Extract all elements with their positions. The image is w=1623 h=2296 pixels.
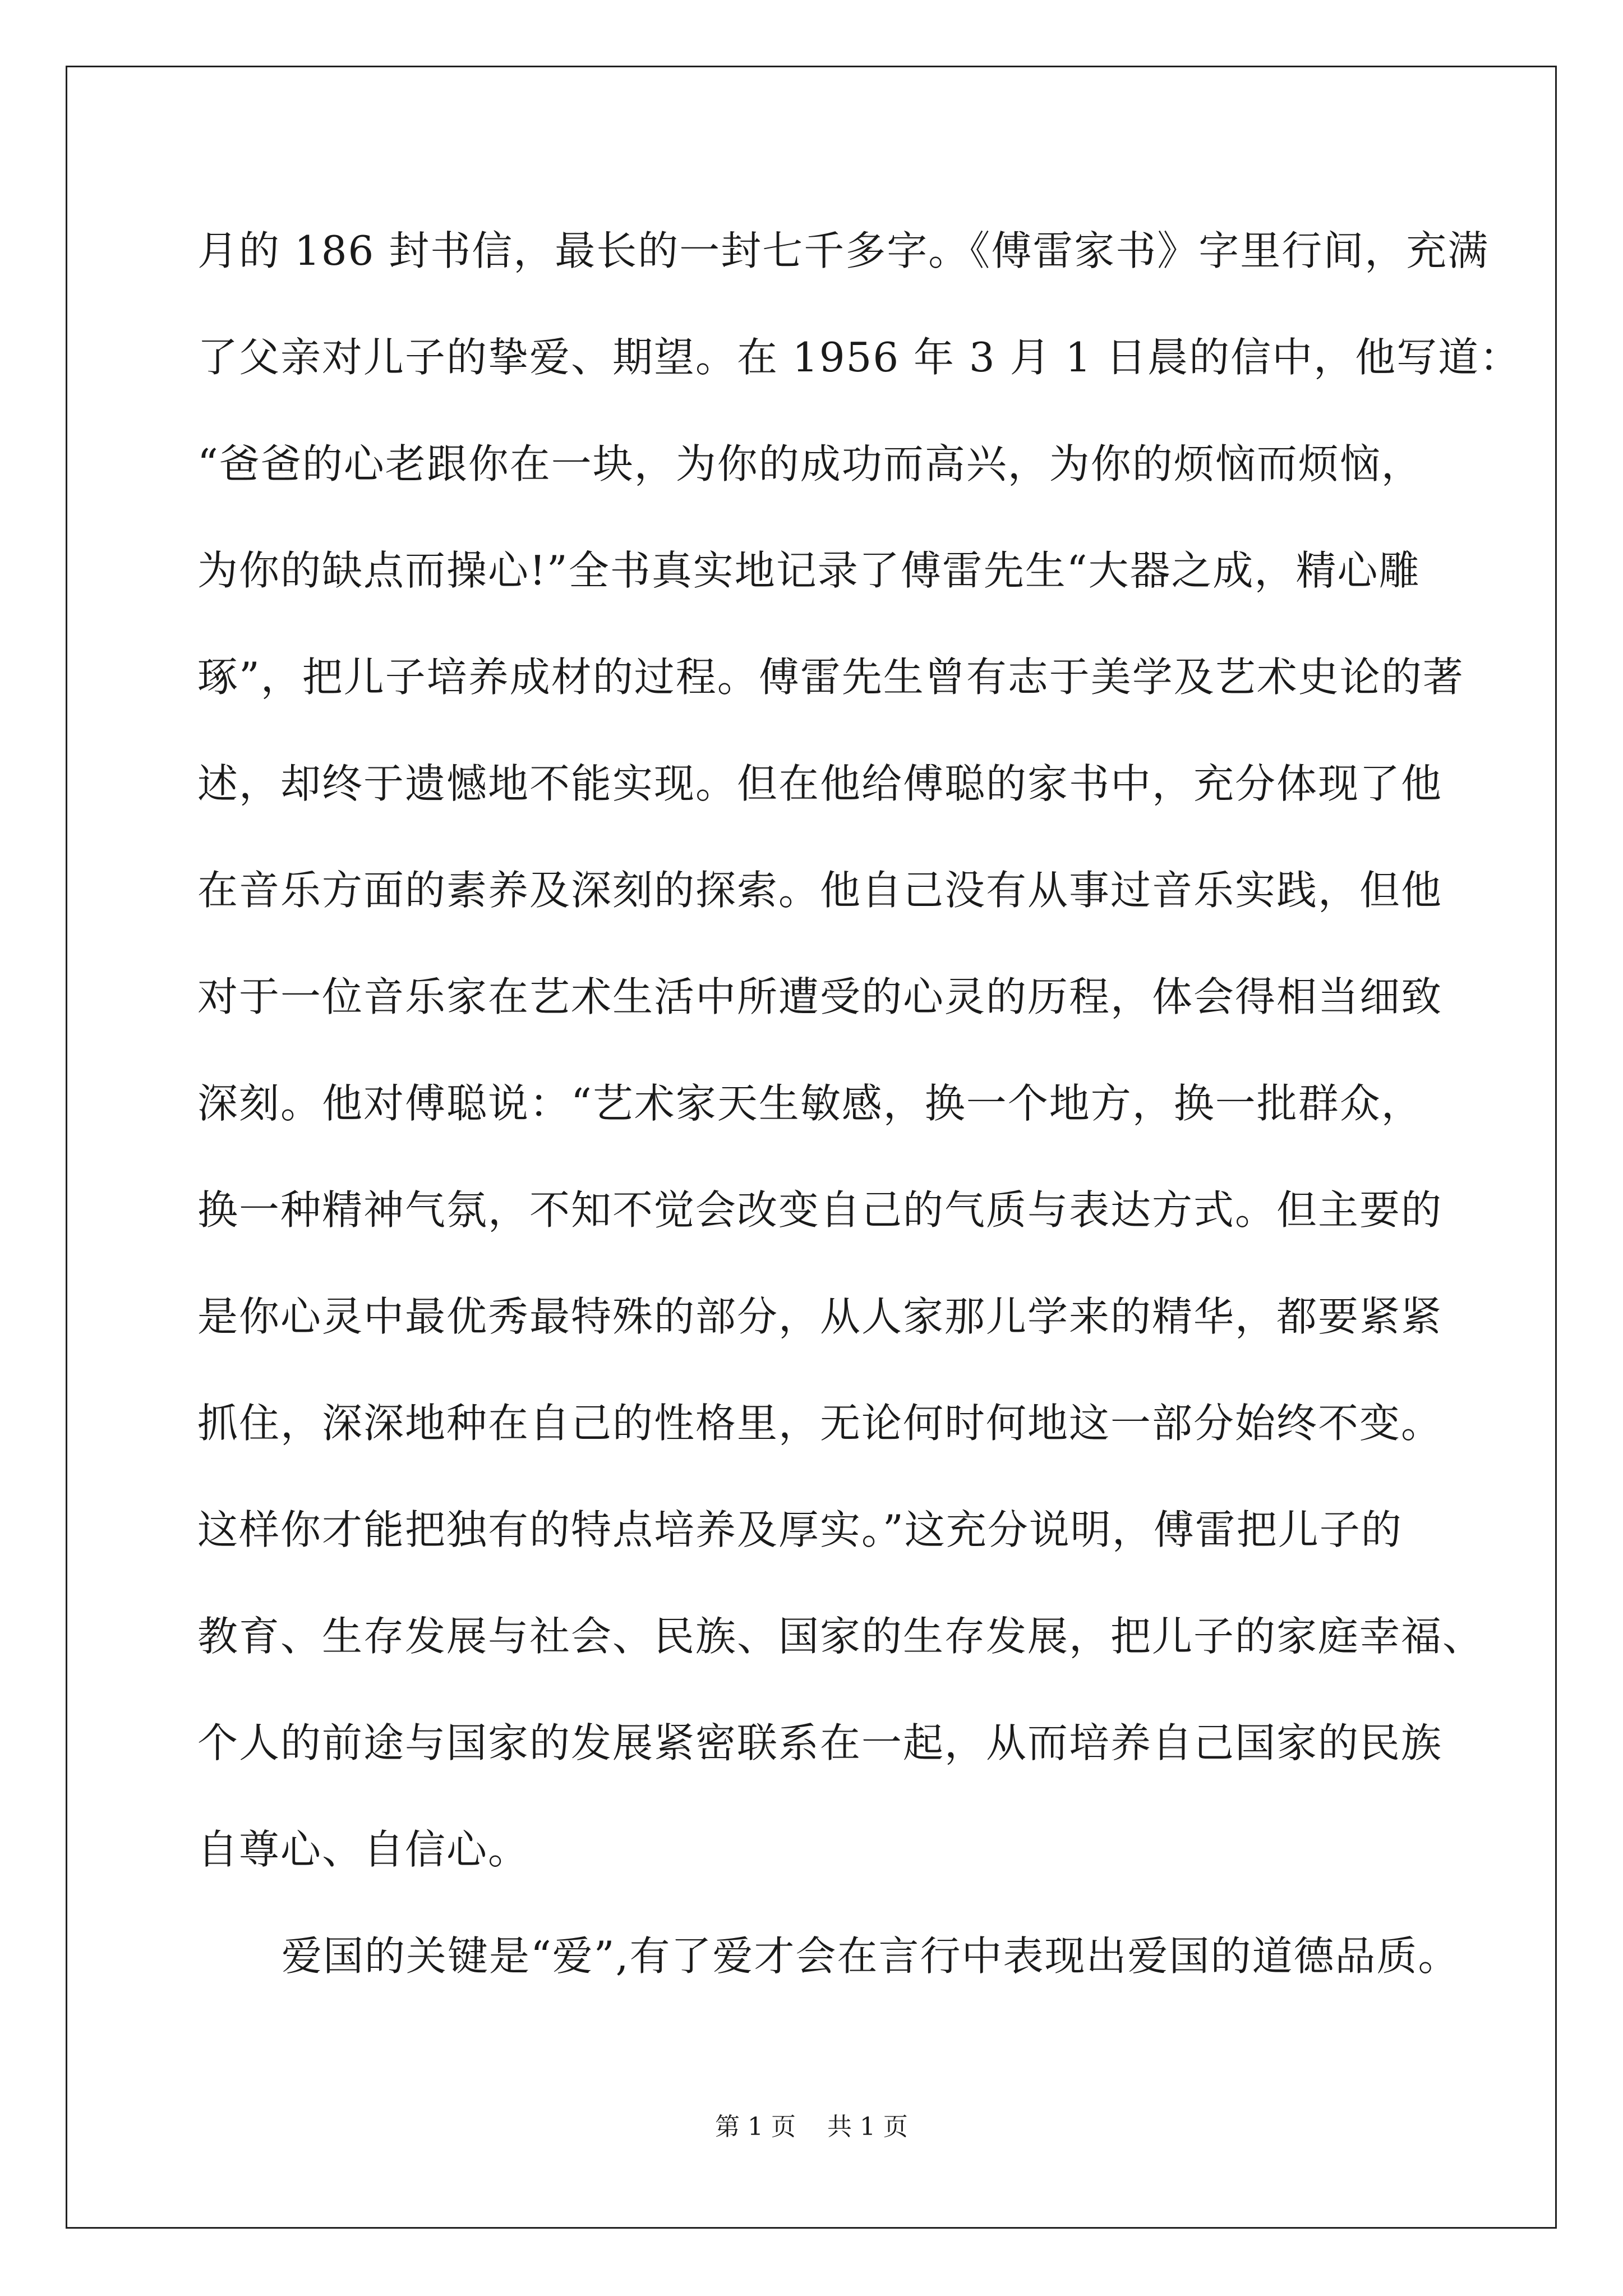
- text-line-1: 月的 186 封书信，最长的一封七千多字。《傅雷家书》字里行间，充满: [197, 227, 1490, 274]
- paragraph-2: 爱国的关键是“爱”,有了爱才会在言行中表现出爱国的道德品质。: [282, 1932, 1460, 1980]
- text-line-9: 深刻。他对傅聪说：“艺术家天生敏感，换一个地方，换一批群众，: [197, 1080, 1423, 1127]
- text-line-11: 是你心灵中最优秀最特殊的部分，从人家那儿学来的精华，都要紧紧: [197, 1293, 1443, 1340]
- text-line-16: 自尊心、自信心。: [197, 1826, 530, 1873]
- text-line-10: 换一种精神气氛，不知不觉会改变自己的气质与表达方式。但主要的: [197, 1186, 1443, 1234]
- text-line-14: 教育、生存发展与社会、民族、国家的生存发展，把儿子的家庭幸福、: [197, 1613, 1484, 1660]
- text-line-12: 抓住，深深地种在自己的性格里，无论何时何地这一部分始终不变。: [197, 1400, 1443, 1447]
- text-line-8: 对于一位音乐家在艺术生活中所遭受的心灵的历程，体会得相当细致: [197, 973, 1443, 1020]
- text-line-13: 这样你才能把独有的特点培养及厚实。”这充分说明，傅雷把儿子的: [197, 1506, 1403, 1553]
- document-body: [197, 216, 1521, 2028]
- text-line-7: 在音乐方面的素养及深刻的探索。他自己没有从事过音乐实践，但他: [197, 867, 1443, 914]
- text-line-15: 个人的前途与国家的发展紧密联系在一起，从而培养自己国家的民族: [197, 1719, 1443, 1766]
- text-line-2: 了父亲对儿子的挚爱、期望。在 1956 年 3 月 1 日晨的信中，他写道：: [197, 334, 1521, 381]
- text-line-4: 为你的缺点而操心!”全书真实地记录了傅雷先生“大器之成，精心雕: [197, 547, 1421, 594]
- text-line-6: 述，却终于遗憾地不能实现。但在他给傅聪的家书中，充分体现了他: [197, 760, 1443, 807]
- text-line-5: 琢”，把儿子培养成材的过程。傅雷先生曾有志于美学及艺术史论的著: [197, 654, 1464, 701]
- text-line-3: “爸爸的心老跟你在一块，为你的成功而高兴，为你的烦恼而烦恼，: [197, 440, 1423, 487]
- page-number-footer: 第 1 页 共 1 页: [715, 2113, 908, 2141]
